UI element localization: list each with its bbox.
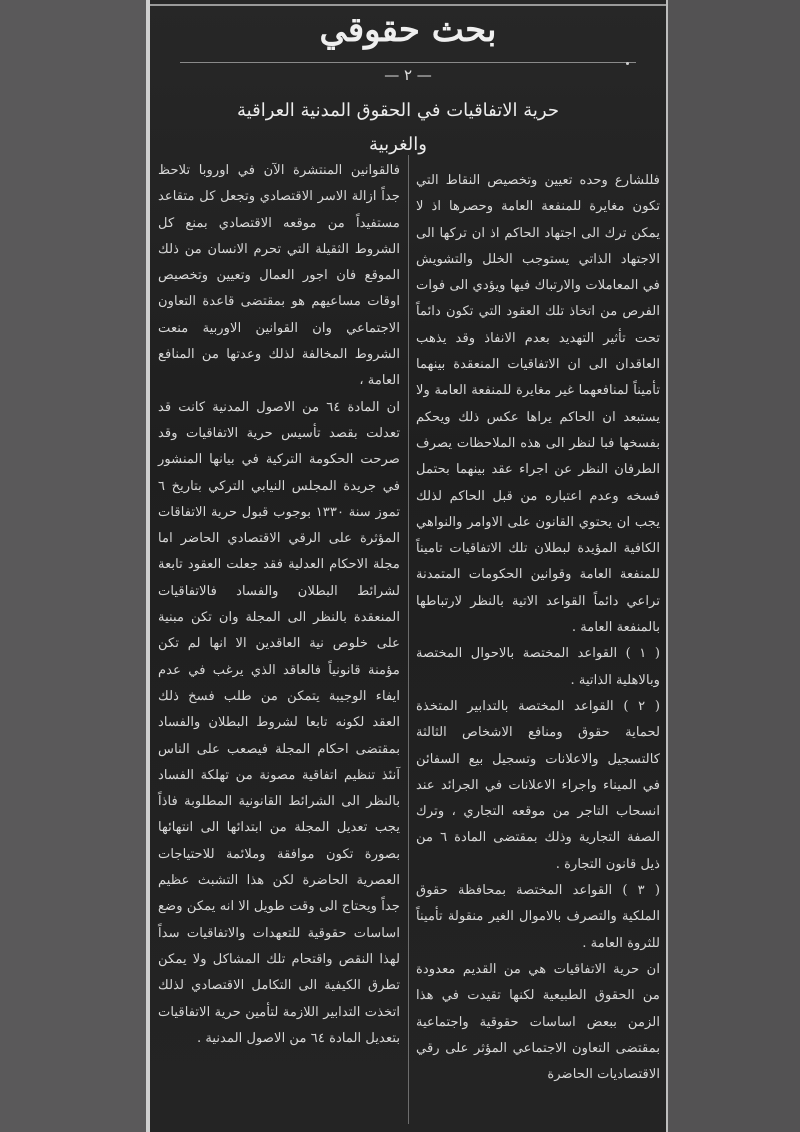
paragraph: ( ١ ) القواعد المختصة بالاحوال المختصة وبالاهلية الذاتية . [416, 646, 660, 688]
paragraph: ان المادة ٦٤ من الاصول المدنية كانت قد تعدلت بقصد تأسيس حرية الاتفاقيات وقد صرحت الحكومة التركية في بيانها المنشور في جريدة المجلس النيابي التركي بتاريخ ٦ تموز سنة ١٣٣٠ بوجوب قبول حرية الاتفاقات المؤثرة على الرقي الاقتصادي الحاضر اما مجلة الاحكام العدلية فقد جعلت العقود تابعة لشرائط البطلان والفساد فالاتفاقيات المنعقدة بالنظر الى المجلة وان تكن مبنية على خلوص نية العاقدين الا انها لم تكن مؤمنة قانونياً فالعاقد الذي يرغب في عدم ايفاء الوجيبة يتمكن من طلب فسخ ذلك العقد لكونه تابعا لشروط البطلان والفساد بمقتضى احكام المجلة فيصعب على الناس آنئذ تنظيم اتفاقية مصونة من تهلكة الفساد بالنظر الى الشرائط القانونية المطلوبة فاذاً يجب تعديل المجلة من ابتدائها الى انتهائها بصورة تكون موافقة وملائمة للاحتياجات العصرية الحاضرة لكن هذا التشبث عظيم جداً ويحتاج الى وقت طويل الا انه يمكن وضع اساسات حقوقية للتعهدات والاتفاقيات سداً لهذا النقص واقتحام تلك المشاكل ولا يمكن تطرق الكيفية الى التكامل الاقتصادي لذلك اتخذت التدابير اللازمة لتأمين حرية الاتفاقيات بتعديل المادة ٦٤ من الاصول المدنية . [158, 399, 400, 1046]
article-subtitle: حرية الاتفاقيات في الحقوق المدنية العراقية والغربية [237, 100, 559, 155]
paragraph: فللشارع وحده تعيين وتخصيص النقاط التي تكون مغايرة للمنفعة العامة وحصرها اذ لا يمكن ترك الى اجتهاد الحاكم اذ ان تركها الى الاجتهاد الذاتي يستوجب الخلل والتشويش في المعاملات والارتباك فيها ويؤدي الى فوات الفرص من اتخاذ تلك العقود التي تكون دائماً تحت تأثير التهديد بعدم الانفاذ وقد يذهب العاقدان الى ان الاتفاقيات المنعقدة بينهما تأميناً لمنافعهما غير مغايرة للمنفعة العامة ولا يستبعد ان الحاكم يراها عكس ذلك ويحكم بفسخها فبا لنظر الى هذه الملاحظات يصرف الطرفان النظر عن اجراء عقد بينهما بحتمل فسخه وعدم اعتباره من قبل الحاكم لذلك يجب ان يحتوي القانون على الاوامر والنواهي الكافية المؤيدة لبطلان تلك الاتفاقيات تاميناً للمنفعة العامة وقوانين الحكومات المتمدنة تراعي دائماً القواعد الاتية بالنظر لارتباطها بالمنفعة العامة . [416, 173, 660, 636]
paragraph: ( ٣ ) القواعد المختصة بمحافظة حقوق الملكية والتصرف بالاموال الغير منقولة تأميناً للثروة العامة . [416, 883, 660, 951]
background-right [668, 0, 800, 1132]
part-number: — ٢ — [384, 66, 432, 84]
top-rule [150, 4, 666, 6]
right-column [416, 168, 660, 1088]
paragraph: ان حرية الاتفاقيات هي من القديم معدودة من الحقوق الطبيعية لكنها تقيدت في هذا الزمن ببعض اساسات حقوقية واجتماعية بمقتضى التعاون الاجتماعي المؤثر على رقي الاقتصاديات الحاضرة [416, 961, 660, 1083]
background-left [0, 0, 150, 1132]
paragraph: فالقوانين المنتشرة الآن في اوروبا تلاحظ جداً ازالة الاسر الاقتصادي وتجعل كل متقاعد مستفيداً من موقعه الاقتصادي بمنع كل الشروط الثقيلة التي تحرم الانسان من ذلك الموقع فان اجور العمال وتعيين وتخصيص اوقات مساعيهم هو بمقتضى قاعدة التعاون الاجتماعي وان القوانين الاوربية منعت الشروط المخالفة لذلك وعدتها من المنافع العامة ، [158, 163, 400, 389]
page-title: بحث حقوقي [319, 10, 497, 50]
newspaper-clipping [146, 0, 668, 1132]
print-speck [626, 62, 629, 65]
paragraph: ( ٢ ) القواعد المختصة بالتدابير المتخذة لحماية حقوق ومنافع الاشخاص الثالثة كالتسجيل والاعلانات وتسجيل بيع السفائن في الميناء واجراء الاعلانات في الجرائد عند انسحاب التاجر من موقعه التجاري ، وترك الصفة التجارية وذلك بمقتضى المادة ٦ من ذيل قانون التجارة . [416, 698, 661, 872]
title-rule [180, 62, 636, 63]
column-divider [408, 155, 409, 1124]
left-column [158, 158, 400, 1052]
